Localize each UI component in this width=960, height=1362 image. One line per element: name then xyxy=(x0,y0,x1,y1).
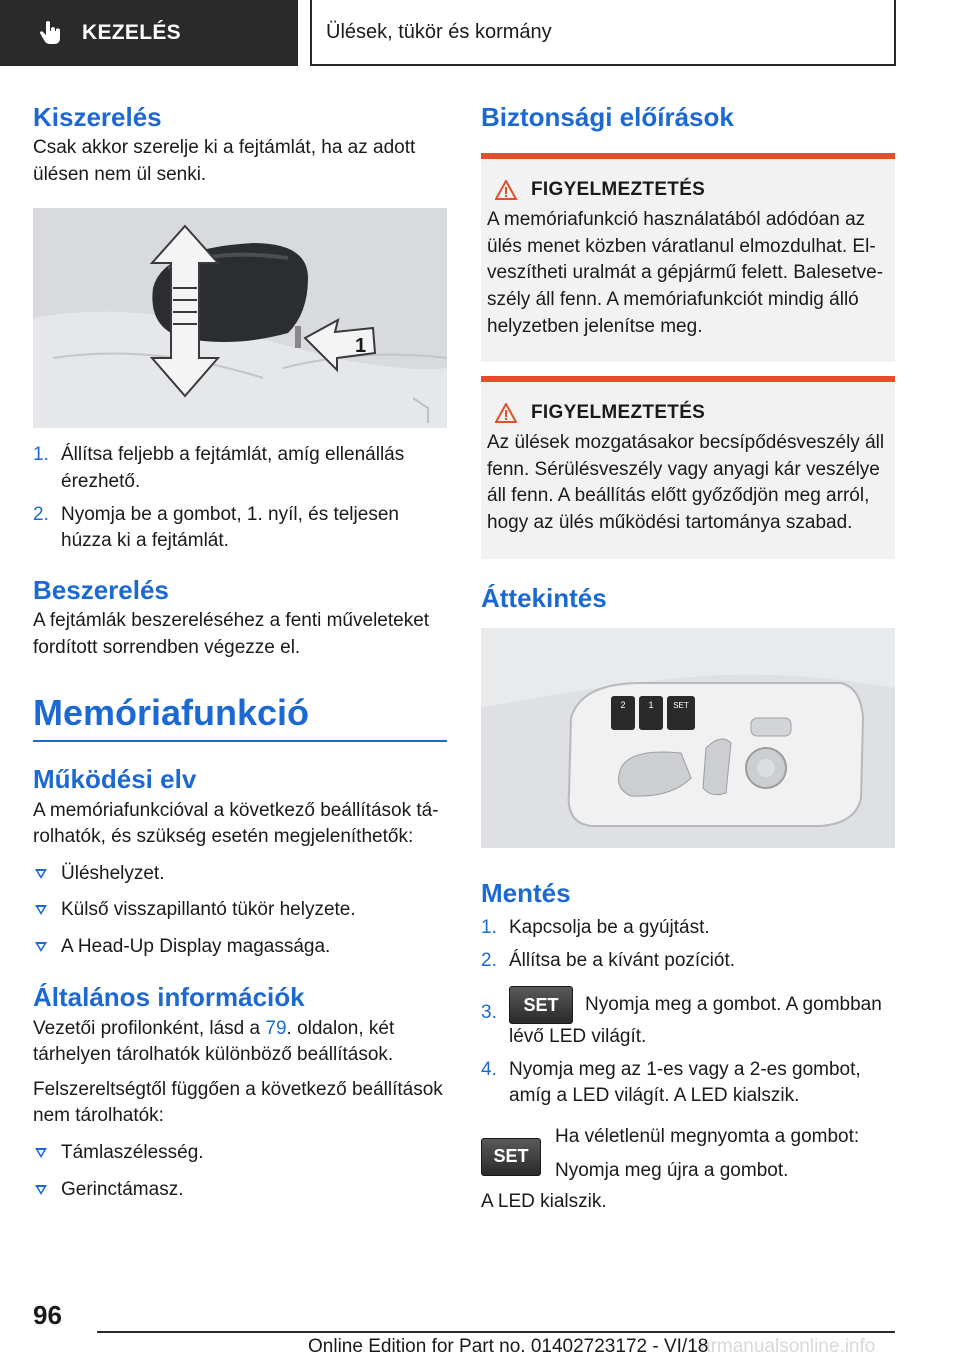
step-number: 1. xyxy=(481,916,497,938)
seat-controls-image xyxy=(481,628,895,848)
warning-header xyxy=(487,179,887,201)
biztonsagi-heading: Biztonsági előírások xyxy=(481,102,734,132)
set-button-label: SET xyxy=(673,700,689,710)
list-item xyxy=(481,948,895,975)
set-button-label: 1 xyxy=(648,699,654,710)
warning-header xyxy=(487,402,887,424)
headrest-image xyxy=(33,208,447,428)
removal-steps xyxy=(33,442,447,554)
altalanos-text-b: . oldalon, két tárhelyen tárolhatók különböző beállítások. xyxy=(33,1017,395,1066)
save-steps xyxy=(481,915,895,1110)
warning-triangle-icon xyxy=(495,180,517,200)
mukodesi-text: A memóriafunkcióval a következő beállítások tárolhatók, és szükség esetén megjeleníthetők: xyxy=(33,799,439,848)
bullet-text: Gerinctámasz. xyxy=(61,1178,184,1200)
mentes-heading: Mentés xyxy=(481,877,571,908)
warning-title: FIGYELMEZTETÉS xyxy=(531,402,706,424)
triangle-bullet-icon xyxy=(35,869,47,879)
step-text: Kapcsolja be a gyújtást. xyxy=(509,916,710,938)
step-text: Nyomja meg a gombot. A gombban lévő LED világít. xyxy=(509,994,882,1048)
altalanos-text xyxy=(33,1016,447,1069)
mukodesi-heading: Működési elv xyxy=(33,764,197,795)
list-item xyxy=(33,502,447,555)
bullet-text: Külső visszapillantó tükör helyzete. xyxy=(61,899,356,921)
set-button: SET xyxy=(509,986,573,1024)
step-number: 1. xyxy=(33,444,49,466)
section-title: Ülések, tükör és kormány xyxy=(310,0,896,66)
beszereles-text: A fejtámlák beszereléséhez a fenti műveleteket fordított sorrendben végezze el. xyxy=(33,609,430,658)
step-text: Nyomja be a gombot, 1. nyíl, és teljesen húzza ki a fejtámlát. xyxy=(61,503,399,552)
list-item xyxy=(33,1177,447,1204)
bullet-text: A Head-Up Display magassága. xyxy=(61,935,331,957)
left-column xyxy=(33,96,447,1203)
warning-box xyxy=(481,376,895,558)
warning-title: FIGYELMEZTETÉS xyxy=(531,179,706,201)
triangle-bullet-icon xyxy=(35,1148,47,1158)
footer-divider xyxy=(97,1331,895,1333)
list-item xyxy=(33,1140,447,1167)
page-number: 96 xyxy=(33,1300,62,1330)
list-item xyxy=(33,897,447,924)
watermark: armanualsonline.info xyxy=(700,1336,876,1357)
list-item xyxy=(33,934,447,961)
list-item xyxy=(481,986,895,1051)
attekintes-heading: Áttekintés xyxy=(481,582,607,613)
altalanos-text-a: Vezetői profilonként, lásd a xyxy=(33,1017,266,1039)
stored-settings-list xyxy=(33,861,447,961)
kiszereles-heading: Kiszerelés xyxy=(33,102,162,132)
step-text: Nyomja meg az 1-es vagy a 2-es gombot, amíg a LED világít. A LED kialszik. xyxy=(509,1058,861,1107)
svg-text:1: 1 xyxy=(355,335,367,358)
memoria-heading: Memóriafunkció xyxy=(33,691,447,742)
headrest-illustration xyxy=(33,208,447,428)
edition-text: Online Edition for Part no. 01402723172 - VI/18 xyxy=(308,1336,709,1357)
warning-box xyxy=(481,153,895,362)
accidental-press-block xyxy=(481,1124,895,1185)
warning-triangle-icon xyxy=(495,403,517,423)
step-number: 2. xyxy=(33,503,49,525)
bullet-text: Üléshelyzet. xyxy=(61,862,165,884)
page-link[interactable]: 79 xyxy=(265,1017,287,1039)
led-off-text: A LED kialszik. xyxy=(481,1191,607,1213)
felszereltseg-text: Felszereltségtől függően a következő beállítások nem tárolhatók: xyxy=(33,1078,443,1127)
list-item xyxy=(481,1057,895,1110)
warning-text: Az ülések mozgatásakor becsípődésveszély áll fenn. Sérülésveszély vagy anyagi kár veszélye áll fenn. A beállítás előtt győződjön meg arról, hogy az ülés működési tartománya szabad. xyxy=(487,432,885,533)
beszereles-heading: Beszerelés xyxy=(33,574,169,605)
chapter-tab-label: KEZELÉS xyxy=(82,21,181,44)
set-button-label: 2 xyxy=(620,699,626,710)
step-text: Állítsa feljebb a fejtámlát, amíg ellenállás érezhető. xyxy=(61,444,405,492)
list-item xyxy=(481,915,895,942)
hand-pointer-icon xyxy=(38,20,64,46)
page-header xyxy=(0,0,960,66)
step-number: 3. xyxy=(481,1002,497,1024)
not-stored-list xyxy=(33,1140,447,1203)
step-number: 4. xyxy=(481,1058,497,1080)
step-text: Állítsa be a kívánt pozíciót. xyxy=(509,949,736,971)
bullet-text: Támlaszélesség. xyxy=(61,1142,204,1164)
right-column xyxy=(481,96,895,1216)
chapter-tab[interactable] xyxy=(0,0,298,66)
triangle-bullet-icon xyxy=(35,1185,47,1195)
kiszereles-text: Csak akkor szerelje ki a fejtámlát, ha az adott ülésen nem ül senki. xyxy=(33,137,416,185)
step-number: 2. xyxy=(481,949,497,971)
triangle-bullet-icon xyxy=(35,942,47,952)
list-item xyxy=(33,861,447,888)
accidental-text: Nyomja meg újra a gombot. xyxy=(555,1160,789,1182)
accidental-text: Ha véletlenül megnyomta a gombot: xyxy=(555,1125,860,1147)
triangle-bullet-icon xyxy=(35,905,47,915)
set-button: SET xyxy=(481,1138,541,1176)
seat-controls-illustration xyxy=(481,628,895,848)
warning-text: A memóriafunkció használatából adódóan az ülés menet közben váratlanul elmozdulhat. Elveszítheti uralmát a gépjármű felett. Balesetveszély áll fenn. A memóriafunkciót mindig álló helyzetben jelenítse meg. xyxy=(487,209,884,337)
list-item xyxy=(33,442,447,495)
altalanos-heading: Általános információk xyxy=(33,982,305,1013)
